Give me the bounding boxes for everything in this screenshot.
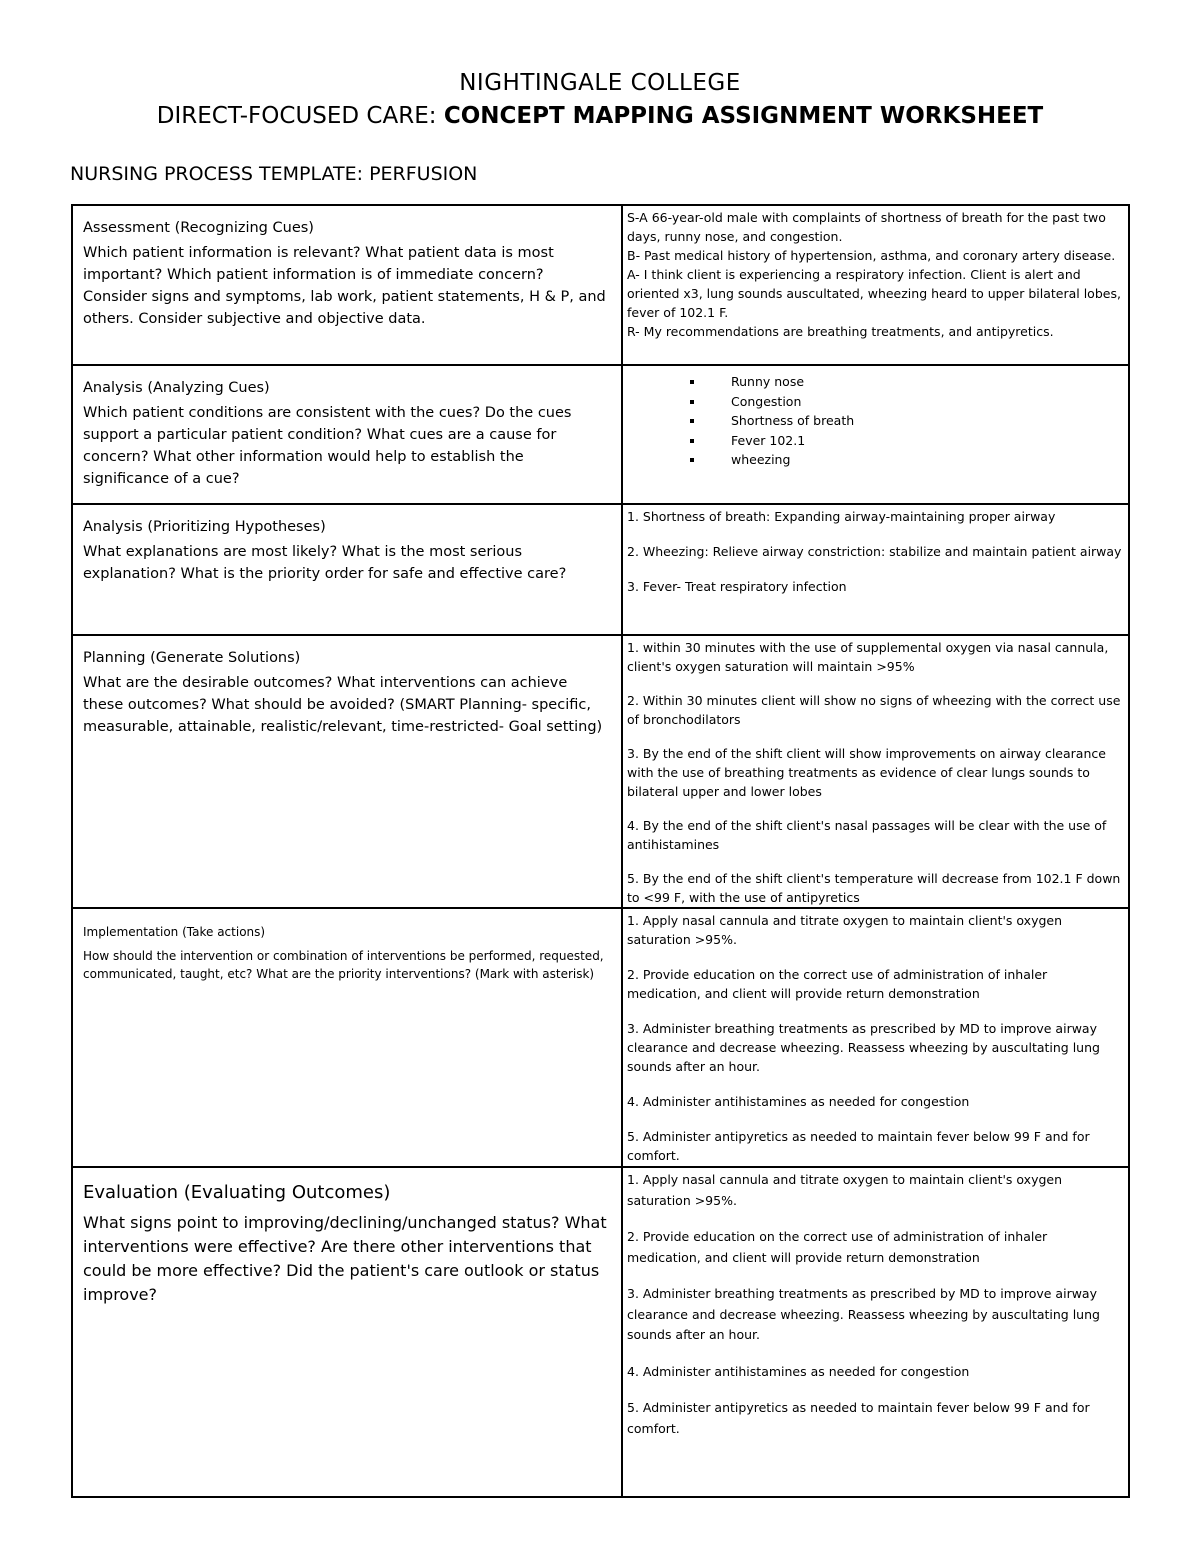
evaluation-prompt xyxy=(72,1167,622,1497)
college-name: NIGHTINGALE COLLEGE xyxy=(459,70,741,96)
goal-4: 4. By the end of the shift client's nasal passages will be clear with the use of antihistamines xyxy=(627,818,1107,852)
hypothesis-2: 2. Wheezing: Relieve airway constriction: stabilize and maintain patient airway xyxy=(627,544,1122,559)
goal-5: 5. By the end of the shift client's temperature will decrease from 102.1 F down to <99 F, with the use of antipyretics xyxy=(627,871,1121,905)
outcome-1: 1. Apply nasal cannula and titrate oxygen to maintain client's oxygen saturation >95%. xyxy=(627,1172,1063,1208)
intervention-4: 4. Administer antihistamines as needed for congestion xyxy=(627,1094,970,1109)
row-question: What explanations are most likely? What is the most serious explanation? What is the priority order for safe and effective care? xyxy=(83,544,567,582)
goal-2: 2. Within 30 minutes client will show no signs of wheezing with the correct use of bronchodilators xyxy=(627,693,1121,727)
row-question: Which patient information is relevant? What patient data is most important? Which patient information is of immediate concern? Consider signs and symptoms, lab work, patient statements, H & P, and others. Consider subjective and objective data. xyxy=(83,245,606,327)
list-item: ▪ Fever 102.1 xyxy=(705,431,1124,451)
sbar-background: B- Past medical history of hypertension, asthma, and coronary artery disease. xyxy=(627,248,1116,263)
row-implementation xyxy=(72,908,1129,1167)
row-question: What are the desirable outcomes? What interventions can achieve these outcomes? What should be avoided? (SMART Planning- specific, measurable, attainable, realistic/relevant, time-restricted- Goal setting) xyxy=(83,675,603,735)
intervention-5: 5. Administer antipyretics as needed to maintain fever below 99 F and for comfort. xyxy=(627,1129,1090,1163)
template-subtitle: NURSING PROCESS TEMPLATE: PERFUSION xyxy=(70,163,478,185)
list-item: ▪ Runny nose xyxy=(705,372,1124,392)
goal-3: 3. By the end of the shift client will show improvements on airway clearance with the use of breathing treatments as evidence of clear lungs sounds to bilateral upper and lower lobes xyxy=(627,746,1106,799)
row-heading: Evaluation (Evaluating Outcomes) xyxy=(83,1182,391,1203)
row-heading: Planning (Generate Solutions) xyxy=(83,650,301,666)
intervention-3: 3. Administer breathing treatments as prescribed by MD to improve airway clearance and decrease wheezing. Reassess wheezing by auscultating lung sounds after an hour. xyxy=(627,1021,1100,1074)
row-assessment xyxy=(72,205,1129,365)
title-main: CONCEPT MAPPING ASSIGNMENT WORKSHEET xyxy=(443,103,1044,129)
goal-1: 1. within 30 minutes with the use of supplemental oxygen via nasal cannula, client's oxygen saturation will maintain >95% xyxy=(627,640,1109,674)
sbar-situation: S-A 66-year-old male with complaints of shortness of breath for the past two days, runny nose, and congestion. xyxy=(627,210,1106,244)
hypothesis-3: 3. Fever- Treat respiratory infection xyxy=(627,579,847,594)
evaluation-answer[interactable] xyxy=(622,1167,1129,1497)
planning-answer[interactable] xyxy=(622,635,1129,908)
implementation-prompt xyxy=(72,908,622,1167)
row-planning xyxy=(72,635,1129,908)
hypothesis-1: 1. Shortness of breath: Expanding airway-maintaining proper airway xyxy=(627,509,1056,524)
row-heading: Implementation (Take actions) xyxy=(83,925,266,939)
sbar-assessment: A- I think client is experiencing a respiratory infection. Client is alert and oriented x3, lung sounds auscultated, wheezing heard to upper bilateral lobes, fever of 102.1 F. xyxy=(627,267,1121,320)
outcome-5: 5. Administer antipyretics as needed to maintain fever below 99 F and for comfort. xyxy=(627,1400,1090,1436)
row-hypotheses xyxy=(72,504,1129,635)
hypotheses-prompt xyxy=(72,504,622,635)
cue-list xyxy=(627,372,1124,470)
row-heading: Assessment (Recognizing Cues) xyxy=(83,220,314,236)
sbar-recommendation: R- My recommendations are breathing treatments, and antipyretics. xyxy=(627,324,1054,339)
row-heading: Analysis (Prioritizing Hypotheses) xyxy=(83,519,326,535)
analysis-cues-prompt xyxy=(72,365,622,504)
assessment-prompt xyxy=(72,205,622,365)
list-item: ▪ Shortness of breath xyxy=(705,411,1124,431)
row-evaluation xyxy=(72,1167,1129,1497)
hypotheses-answer[interactable] xyxy=(622,504,1129,635)
assessment-answer[interactable] xyxy=(622,205,1129,365)
planning-prompt xyxy=(72,635,622,908)
nursing-process-table xyxy=(71,204,1130,1498)
outcome-4: 4. Administer antihistamines as needed for congestion xyxy=(627,1363,970,1379)
outcome-2: 2. Provide education on the correct use of administration of inhaler medication, and client will provide return demonstration xyxy=(627,1229,1048,1265)
row-question: What signs point to improving/declining/unchanged status? What interventions were effective? Are there other interventions that could be more effective? Did the patient's care outlook or status improve? xyxy=(83,1213,607,1304)
worksheet-title xyxy=(0,103,1200,129)
intervention-1: 1. Apply nasal cannula and titrate oxygen to maintain client's oxygen saturation >95%. xyxy=(627,913,1063,947)
list-item: ▪ Congestion xyxy=(705,392,1124,412)
implementation-answer[interactable] xyxy=(622,908,1129,1167)
intervention-2: 2. Provide education on the correct use of administration of inhaler medication, and client will provide return demonstration xyxy=(627,967,1048,1001)
row-heading: Analysis (Analyzing Cues) xyxy=(83,380,270,396)
row-question: How should the intervention or combination of interventions be performed, requested, communicated, taught, etc? What are the priority interventions? (Mark with asterisk) xyxy=(83,949,604,981)
outcome-3: 3. Administer breathing treatments as prescribed by MD to improve airway clearance and decrease wheezing. Reassess wheezing by auscultating lung sounds after an hour. xyxy=(627,1286,1100,1342)
analysis-cues-answer[interactable] xyxy=(622,365,1129,504)
row-analysis-cues xyxy=(72,365,1129,504)
row-question: Which patient conditions are consistent with the cues? Do the cues support a particular patient condition? What cues are a cause for concern? What other information would help to establish the significance of a cue? xyxy=(83,405,572,487)
title-prefix: DIRECT-FOCUSED CARE: xyxy=(156,103,437,129)
list-item: ▪ wheezing xyxy=(705,450,1124,470)
